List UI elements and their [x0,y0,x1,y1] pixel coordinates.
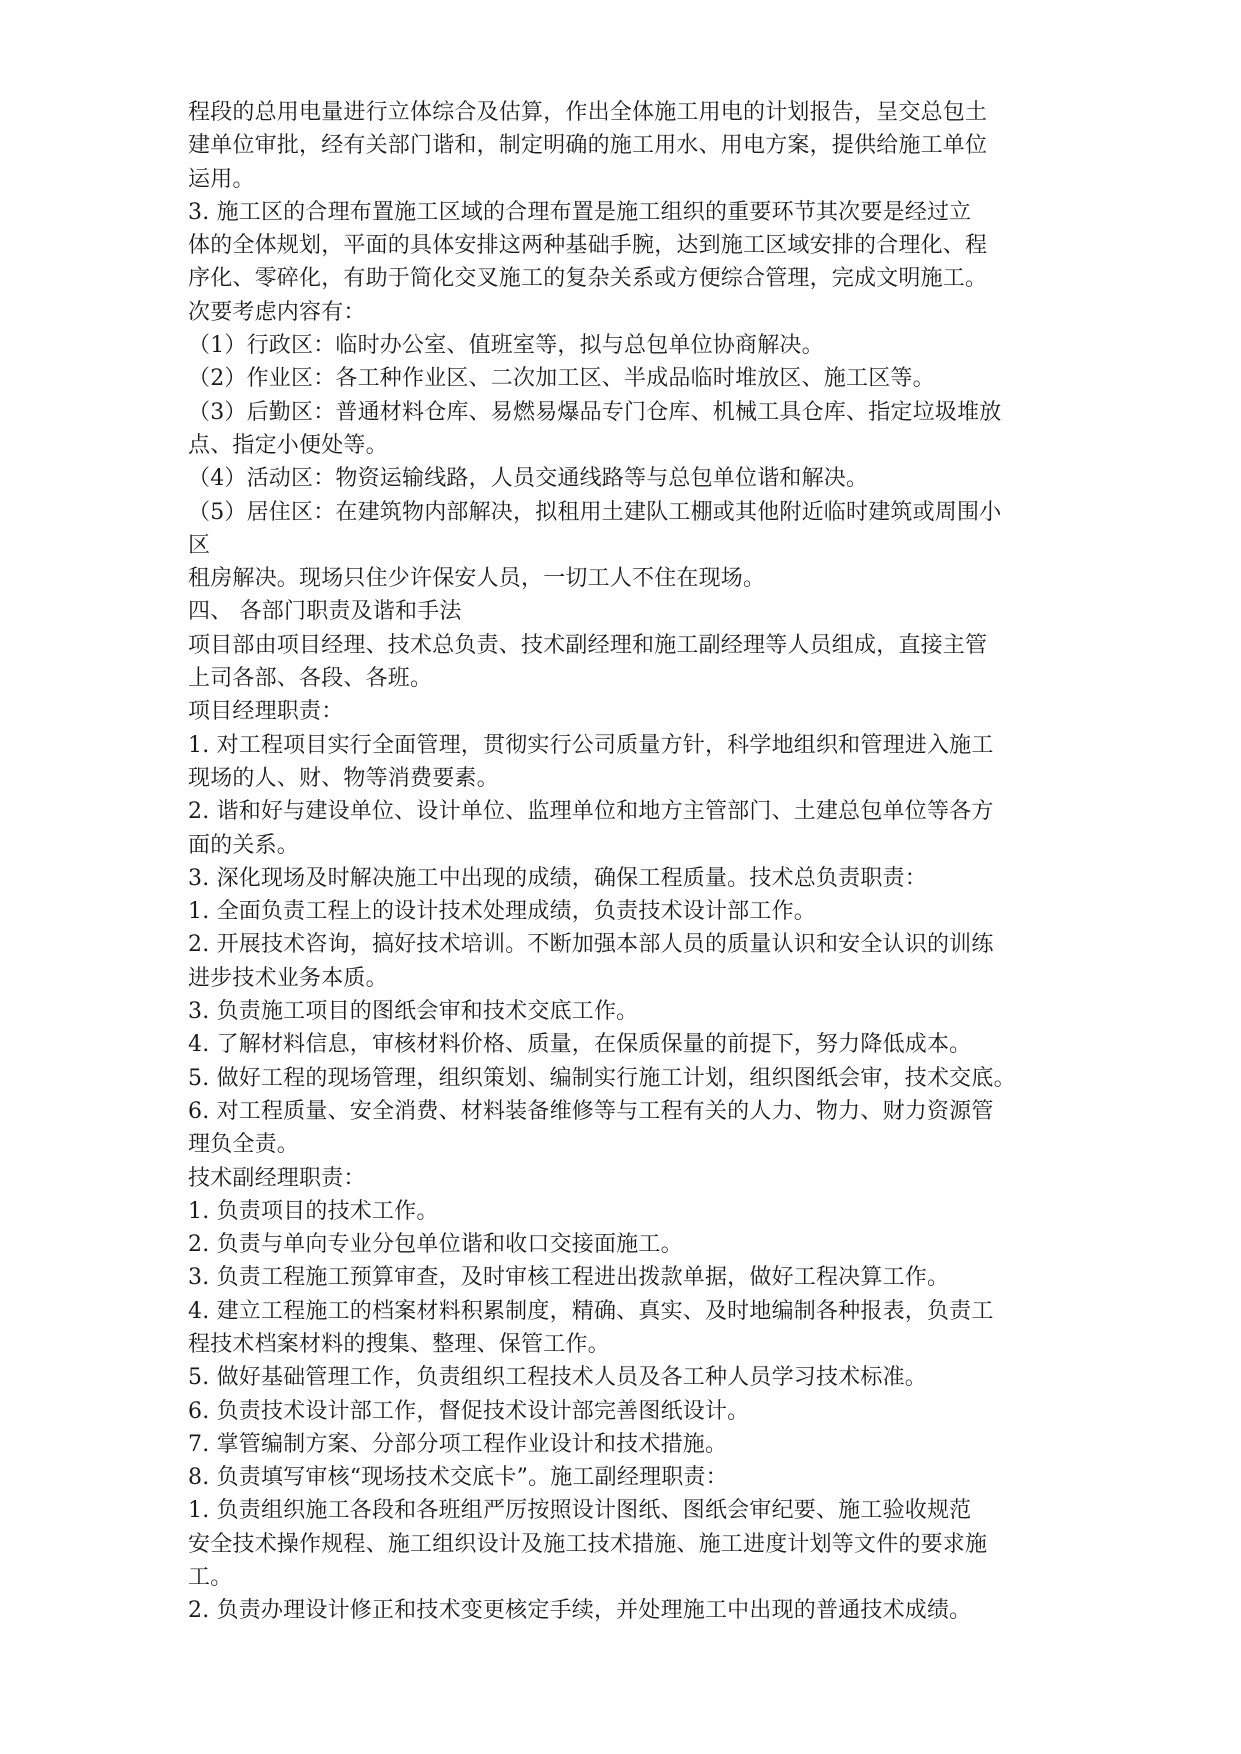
text-line: 1. 负责组织施工各段和各班组严厉按照设计图纸、图纸会审纪要、施工验收规范 [188,1498,972,1524]
text-line: （5）居住区：在建筑物内部解决，拟租用土建队工棚或其他附近临时建筑或周围小 [188,499,1002,525]
text-line: 1. 对工程项目实行全面管理，贯彻实行公司质量方针，科学地组织和管理进入施工 [188,732,994,758]
text-line: 3. 负责工程施工预算审查，及时审核工程进出拨款单据，做好工程决算工作。 [188,1265,950,1291]
text-line: 体的全体规划，平面的具体安排这两种基础手腕，达到施工区域安排的合理化、程 [188,233,988,259]
text-line: 上司各部、各段、各班。 [188,666,433,692]
text-line: 序化、零碎化，有助于简化交叉施工的复杂关系或方便综合管理，完成文明施工。 [188,266,988,292]
text-line: 安全技术操作规程、施工组织设计及施工技术措施、施工进度计划等文件的要求施 [188,1531,988,1557]
text-line: 租房解决。现场只住少许保安人员，一切工人不住在现场。 [188,566,766,592]
text-line: 1. 全面负责工程上的设计技术处理成绩，负责技术设计部工作。 [188,899,816,925]
text-line: 区 [188,532,211,558]
text-line: 2. 负责办理设计修正和技术变更核定手续，并处理施工中出现的普通技术成绩。 [188,1598,972,1624]
text-line: 5. 做好工程的现场管理，组织策划、编制实行施工计划，组织图纸会审，技术交底。 [188,1065,1016,1091]
text-line: 1. 负责项目的技术工作。 [188,1198,439,1224]
text-line: 程段的总用电量进行立体综合及估算，作出全体施工用电的计划报告，呈交总包土 [188,100,988,125]
text-line: 工。 [188,1565,233,1591]
text-line: 3. 深化现场及时解决施工中出现的成绩，确保工程质量。技术总负责职责： [188,865,927,891]
text-line: 建单位审批，经有关部门谐和，制定明确的施工用水、用电方案，提供给施工单位 [188,133,988,159]
subheading: 项目经理职责： [188,699,344,725]
document-body [188,96,1088,1628]
text-line: 面的关系。 [188,832,300,858]
text-line: 4. 了解材料信息，审核材料价格、质量，在保质保量的前提下，努力降低成本。 [188,1032,972,1058]
text-line: 3. 施工区的合理布置施工区域的合理布置是施工组织的重要环节其次要是经过立 [188,199,972,225]
text-line: 项目部由项目经理、技术总负责、技术副经理和施工副经理等人员组成，直接主管 [188,632,988,658]
text-line: 3. 负责施工项目的图纸会审和技术交底工作。 [188,999,639,1025]
text-line: 点、指定小便处等。 [188,432,388,458]
text-line: 现场的人、财、物等消费要素。 [188,765,499,791]
text-line: 进步技术业务本质。 [188,965,388,991]
text-line: 2. 负责与单向专业分包单位谐和收口交接面施工。 [188,1232,683,1258]
text-line: 6. 对工程质量、安全消费、材料装备维修等与工程有关的人力、物力、财力资源管 [188,1098,994,1124]
text-line: 8. 负责填写审核“现场技术交底卡”。施工副经理职责： [188,1465,728,1491]
section-heading: 四、 各部门职责及谐和手法 [188,599,462,625]
text-line: （2）作业区：各工种作业区、二次加工区、半成品临时堆放区、施工区等。 [188,366,935,392]
text-line: 2. 谐和好与建设单位、设计单位、监理单位和地方主管部门、土建总包单位等各方 [188,799,994,825]
text-line: 7. 掌管编制方案、分部分项工程作业设计和技术措施。 [188,1431,728,1457]
text-line: （4）活动区：物资运输线路，人员交通线路等与总包单位谐和解决。 [188,466,869,492]
text-line: （1）行政区：临时办公室、值班室等，拟与总包单位协商解决。 [188,333,824,359]
text-line: 运用。 [188,166,255,192]
text-line: 5. 做好基础管理工作，负责组织工程技术人员及各工种人员学习技术标准。 [188,1365,927,1391]
text-line: 理负全责。 [188,1132,300,1158]
text-line: 程技术档案材料的搜集、整理、保管工作。 [188,1331,610,1357]
text-line: 6. 负责技术设计部工作，督促技术设计部完善图纸设计。 [188,1398,750,1424]
text-line: 次要考虑内容有： [188,299,366,325]
subheading: 技术副经理职责： [188,1165,366,1191]
text-line: 4. 建立工程施工的档案材料积累制度，精确、真实、及时地编制各种报表，负责工 [188,1298,994,1324]
text-line: （3）后勤区：普通材料仓库、易燃易爆品专门仓库、机械工具仓库、指定垃圾堆放 [188,399,1002,425]
text-line: 2. 开展技术咨询，搞好技术培训。不断加强本部人员的质量认识和安全认识的训练 [188,932,994,958]
